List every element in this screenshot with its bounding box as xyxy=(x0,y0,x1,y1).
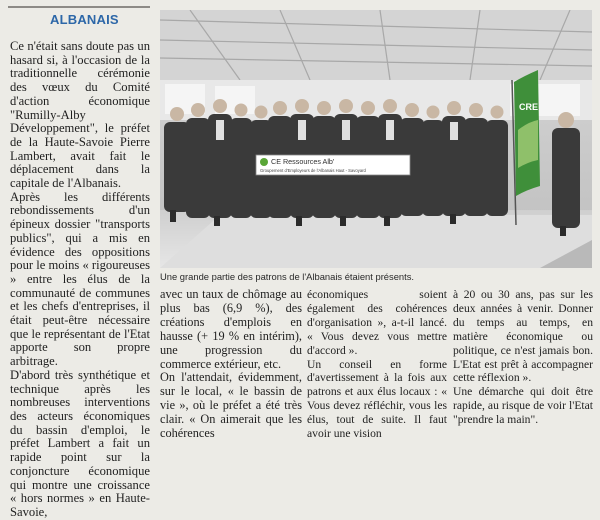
group-photo xyxy=(160,10,592,268)
paragraph: économiques soient également des cohérences d'organisation », a-t-il lancé. « Vous devez vous mettre d'accord ». xyxy=(307,288,447,357)
paragraph: Après les différents rebondissements d'un épineux dossier "transports publics", qui a mis en évidence des oppositions pour le moins « rigoureuses » entre les élus de la communauté de communes et les chefs d'entreprises, il était peut-être nécessaire que le représentant de l'Etat apporte son propre arbitrage. xyxy=(10,189,150,369)
paragraph: à 20 ou 30 ans, pas sur les deux années à venir. Donner du temps au temps, en matière économique ou politique, ce n'est jamais bon. L'Etat est prêt à accompagner cette réflexion ». xyxy=(453,288,593,385)
article-column-1 xyxy=(160,288,302,441)
ce-ressources-banner xyxy=(256,155,410,175)
article-left-column xyxy=(10,40,150,520)
banner-title: CE Ressources Alb' xyxy=(271,157,335,166)
paragraph: Une démarche qui doit être rapide, au risque de voir l'Etat "prendre la main". xyxy=(453,385,593,427)
flag-text: CRE xyxy=(519,102,539,112)
paragraph: avec un taux de chômage au plus bas (6,9 %), des créations d'emplois en hausse (+ 19 % en intérim), une progression du commerce extérieur, etc. xyxy=(160,287,302,371)
article-column-2 xyxy=(307,288,447,441)
section-title: ALBANAIS xyxy=(50,12,119,27)
paragraph: Ce n'était sans doute pas un hasard si, à l'occasion de la traditionnelle cérémonie des vœux du Comité d'action économique "Rumilly-Alby Développement", le préfet de la Haute-Savoie Pierre Lambert, avait fait le déplacement dans la capitale de l'Albanais. xyxy=(10,39,150,191)
photo-caption: Une grande partie des patrons de l'Albanais étaient présents. xyxy=(160,271,415,282)
group-photo-drawing xyxy=(160,10,592,268)
banner-subtitle: Groupement d'Employeurs de l'Albanais Haut - Savoyard xyxy=(260,168,366,173)
paragraph: D'abord très synthétique et technique après les nombreuses interventions des acteurs économiques du bassin d'emploi, le préfet Lambert a fait un rapide point sur la conjoncture économique qui montre une croissance « hors normes » en Haute-Savoie, xyxy=(10,367,150,519)
section-header xyxy=(8,6,150,30)
paragraph: On l'attendait, évidemment, sur le local, « le bassin de vie », où le préfet a été très clair. « On aimerait que les cohérences xyxy=(160,370,302,441)
paragraph: Un conseil en forme d'avertissement à la fois aux patrons et aux élus locaux : « Vous devez réfléchir, vous les élus, tout de suite. Il faut avoir une vision xyxy=(307,357,447,441)
article-column-3 xyxy=(453,288,593,427)
